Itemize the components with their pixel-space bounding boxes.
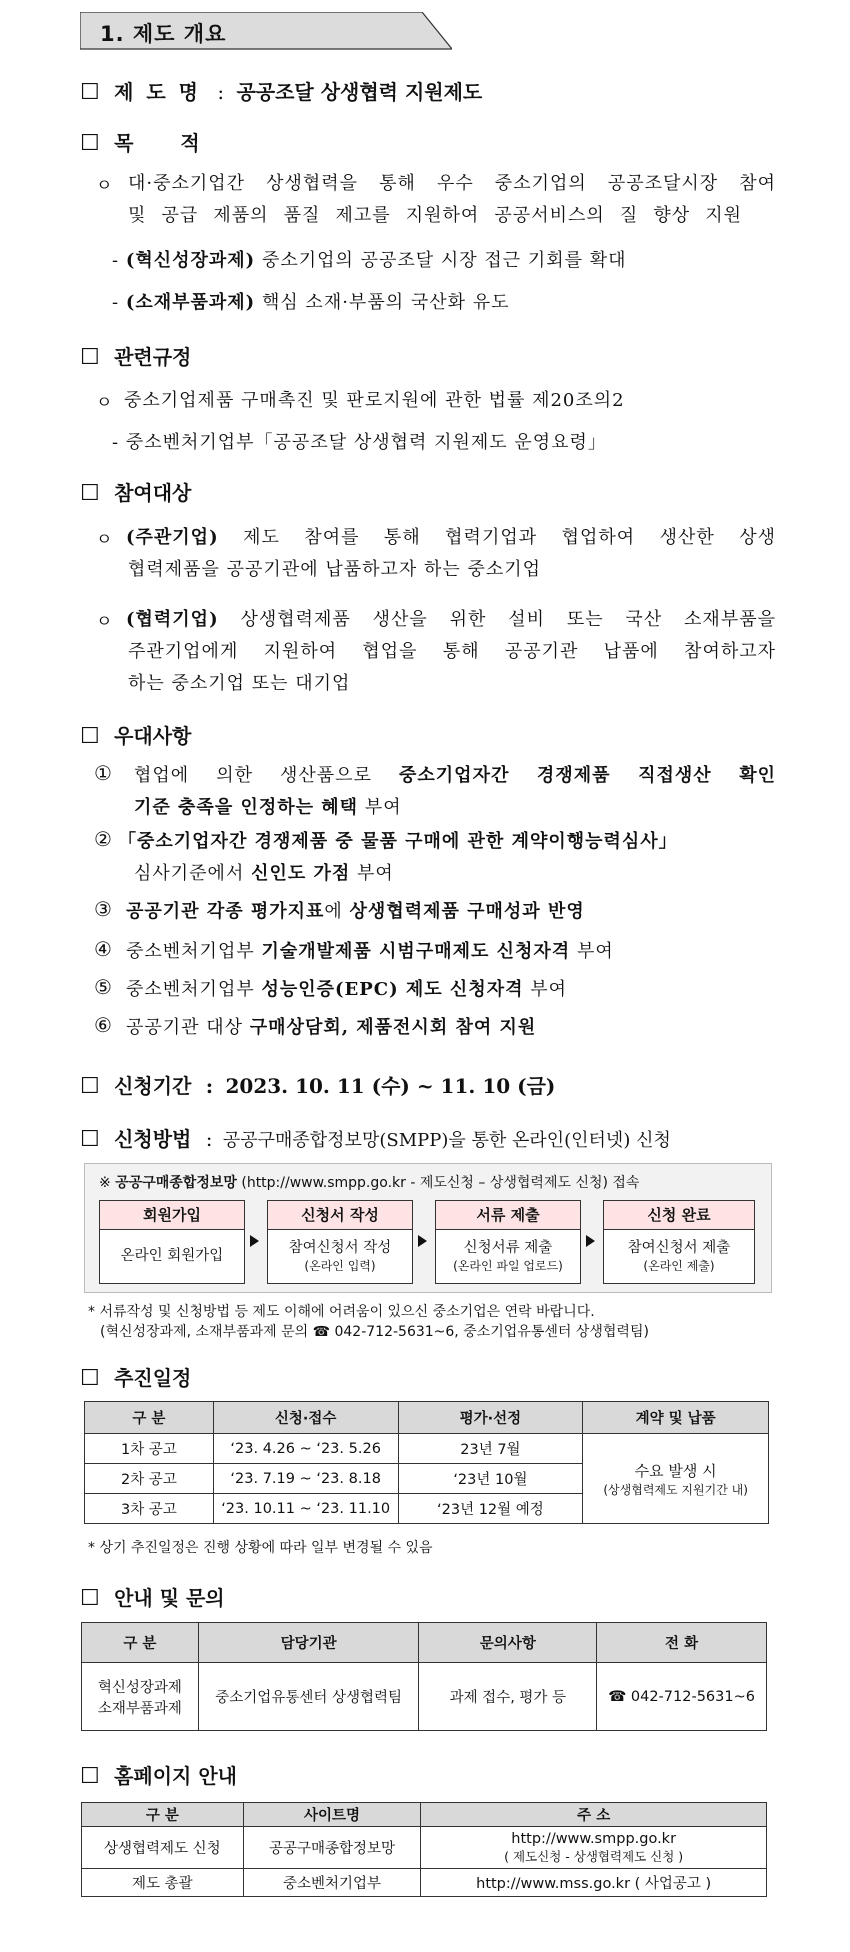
section-title-tab [80, 12, 452, 50]
flow-step-1 [99, 1200, 245, 1284]
colon: : [217, 80, 225, 104]
period-row [80, 1070, 555, 1099]
homepage-header: 사이트명 [243, 1803, 421, 1827]
checkbox-icon: ☐ [80, 1764, 100, 1789]
benefit-2-line-1: 「중소기업자간 경쟁제품 중 물품 구매에 관한 계약이행능력심사」 [118, 831, 678, 852]
period-value: 2023. 10. 11 (수) ~ 11. 10 (금) [225, 1074, 556, 1098]
table-row [85, 1434, 769, 1464]
benefits-label: 우대사항 [114, 724, 192, 748]
schedule-table [84, 1401, 769, 1524]
benefit-1-d: 부여 [364, 797, 402, 818]
bullet-icon: ㅇ [96, 612, 113, 632]
checkbox-icon: ☐ [80, 1586, 100, 1611]
number-icon: ④ [94, 937, 112, 961]
purpose-line-2: 및 공급 제품의 품질 제고를 지원하여 공공서비스의 질 향상 지원 [128, 205, 742, 226]
bullet-icon: ㅇ [96, 176, 113, 196]
benefit-3-c: 상생협력제품 구매성과 반영 [349, 901, 585, 922]
contact-category-1: 혁신성장과제 [97, 1679, 182, 1696]
site-link[interactable]: http://www.mss.go.kr ( 사업공고 ) [421, 1869, 767, 1897]
site-link[interactable]: http://www.smpp.go.kr [511, 1830, 677, 1847]
number-icon: ③ [94, 897, 112, 921]
benefit-6-b: 구매상담회, 제품전시회 참여 지원 [249, 1017, 537, 1038]
targets-a-label: (주관기업) [126, 527, 219, 548]
schedule-merged-line-2: (상생협력제도 지원기간 내) [603, 1482, 748, 1497]
method-footnote-2: (혁신성장과제, 소재부품과제 문의 ☎ 042-712-5631~6, 중소기업유통센터 상생협력팀) [100, 1324, 649, 1340]
schedule-header: 신청·접수 [213, 1402, 398, 1434]
schedule-label: 추진일정 [114, 1366, 192, 1390]
bullet-icon: ㅇ [96, 530, 113, 550]
table-cell: 1차 공고 [85, 1434, 214, 1464]
schedule-note: * 상기 추진일정은 진행 상황에 따라 일부 변경될 수 있음 [88, 1540, 433, 1556]
table-cell: 제도 총괄 [82, 1869, 244, 1897]
purpose-sub-2-text: 핵심 소재·부품의 국산화 유도 [261, 292, 510, 313]
table-cell: ‘23. 7.19 ~ ‘23. 8.18 [213, 1464, 398, 1494]
contact-header: 담당기관 [198, 1623, 419, 1663]
purpose-heading [80, 127, 220, 156]
benefit-1-b: 중소기업자간 경쟁제품 직접생산 확인 [399, 765, 776, 786]
regulations-label: 관련규정 [114, 345, 192, 369]
schedule-header: 계약 및 납품 [583, 1402, 769, 1434]
flow-step-4 [603, 1200, 755, 1284]
table-cell: ‘23. 10.11 ~ ‘23. 11.10 [213, 1494, 398, 1524]
benefit-5-a: 중소벤처기업부 [126, 979, 255, 1000]
flow-step-title: 신청서 작성 [268, 1201, 412, 1230]
method-note-text: (http://www.smpp.go.kr - 제도신청 – 상생협력제도 신청) 접속 [241, 1175, 640, 1191]
arrow-right-icon [418, 1235, 427, 1247]
flow-step-desc: 온라인 회원가입 [120, 1248, 224, 1264]
homepage-header: 주 소 [421, 1803, 767, 1827]
checkbox-icon: ☐ [80, 724, 100, 749]
flow-step-desc: 참여신청서 작성 [288, 1240, 392, 1256]
schedule-merged-line-1: 수요 발생 시 [634, 1461, 717, 1480]
checkbox-icon: ☐ [80, 1074, 100, 1099]
program-name-value: 공공조달 상생협력 지원제도 [236, 80, 483, 104]
contact-category [82, 1663, 199, 1731]
flow-step-title: 서류 제출 [436, 1201, 580, 1230]
table-cell: 2차 공고 [85, 1464, 214, 1494]
benefit-4-b: 기술개발제품 시범구매제도 신청자격 [261, 941, 571, 962]
period-label: 신청기간 [114, 1074, 192, 1098]
targets-label: 참여대상 [114, 481, 192, 505]
method-flow-panel [84, 1163, 772, 1293]
table-row [82, 1869, 767, 1897]
method-footnote-1: * 서류작성 및 신청방법 등 제도 이해에 어려움이 있으신 중소기업은 연락 바랍니다. [88, 1304, 595, 1320]
targets-b-line-2: 주관기업에게 지원하여 협업을 통해 공공기관 납품에 참여하고자 [128, 641, 776, 662]
flow-step-desc: 참여신청서 제출 [627, 1240, 731, 1256]
contact-inquiry: 과제 접수, 평가 등 [419, 1663, 597, 1731]
method-value: 공공구매종합정보망(SMPP)을 통한 온라인(인터넷) 신청 [222, 1130, 671, 1151]
number-icon: ② [94, 827, 112, 851]
homepage-label: 홈페이지 안내 [114, 1764, 237, 1788]
targets-a-line-2: 협력제품을 공공기관에 납품하고자 하는 중소기업 [128, 559, 542, 580]
method-row [80, 1123, 671, 1152]
contact-agency: 중소기업유통센터 상생협력팀 [198, 1663, 419, 1731]
dash: - [112, 250, 120, 271]
purpose-sub-1-text: 중소기업의 공공조달 시장 접근 기회를 확대 [261, 250, 627, 271]
contact-table [81, 1622, 767, 1731]
program-name-label: 제 도 명 [114, 80, 201, 104]
benefit-5-b: 성능인증(EPC) 제도 신청자격 [261, 979, 524, 1000]
contact-phone: ☎ 042-712-5631~6 [597, 1663, 767, 1731]
benefit-4-c: 부여 [576, 941, 614, 962]
targets-a-line-1 [126, 523, 776, 549]
homepage-heading [80, 1760, 237, 1789]
checkbox-icon: ☐ [80, 345, 100, 370]
schedule-header: 평가·선정 [398, 1402, 583, 1434]
colon: : [205, 1074, 214, 1098]
contact-header: 문의사항 [419, 1623, 597, 1663]
schedule-heading [80, 1362, 191, 1391]
dash: - [112, 432, 120, 453]
purpose-line-1: 대·중소기업간 상생협력을 통해 우수 중소기업의 공공조달시장 참여 [128, 173, 776, 194]
number-icon: ⑥ [94, 1013, 112, 1037]
contact-label: 안내 및 문의 [114, 1586, 225, 1610]
table-cell: ‘23년 12월 예정 [398, 1494, 583, 1524]
contact-heading [80, 1582, 225, 1611]
benefit-6-a: 공공기관 대상 [126, 1017, 244, 1038]
flow-step-sub: (온라인 입력) [304, 1259, 376, 1273]
homepage-table [81, 1802, 767, 1897]
flow-step-3 [435, 1200, 581, 1284]
purpose-sub-1-label: (혁신성장과제) [125, 250, 256, 271]
method-note-label: 공공구매종합정보망 [115, 1175, 237, 1191]
flow-step-desc: 신청서류 제출 [463, 1240, 553, 1256]
colon: : [205, 1127, 213, 1151]
contact-header: 구 분 [82, 1623, 199, 1663]
benefit-1-line-2 [134, 793, 402, 819]
purpose-label: 목 적 [114, 131, 220, 155]
contact-category-2: 소재부품과제 [97, 1700, 182, 1717]
flow-step-title: 회원가입 [100, 1201, 244, 1230]
table-cell: 상생협력제도 신청 [82, 1827, 244, 1869]
benefit-4-a: 중소벤처기업부 [126, 941, 255, 962]
table-row [82, 1663, 767, 1731]
benefit-1-c: 기준 충족을 인정하는 혜택 [134, 797, 359, 818]
purpose-sub-2 [112, 288, 509, 314]
purpose-sub-1 [112, 246, 627, 272]
checkbox-icon: ☐ [80, 80, 100, 105]
table-cell: ‘23년 10월 [398, 1464, 583, 1494]
regulations-sub-text: 중소벤처기업부「공공조달 상생협력 지원제도 운영요령」 [125, 432, 607, 453]
targets-b-label: (협력기업) [126, 609, 219, 630]
number-icon: ⑤ [94, 975, 112, 999]
table-cell: ‘23. 4.26 ~ ‘23. 5.26 [213, 1434, 398, 1464]
table-cell: 23년 7월 [398, 1434, 583, 1464]
benefit-2-b: 심사기준에서 [134, 863, 245, 884]
table-cell: 중소벤처기업부 [243, 1869, 421, 1897]
purpose-sub-2-label: (소재부품과제) [125, 292, 256, 313]
regulations-heading [80, 341, 191, 370]
table-cell [421, 1827, 767, 1869]
benefit-6 [126, 1013, 536, 1039]
benefit-1-a: 협업에 의한 생산품으로 [134, 765, 372, 786]
targets-a-text-1: 제도 참여를 통해 협력기업과 협업하여 생산한 상생 [243, 527, 776, 548]
flow-step-sub: (온라인 파일 업로드) [453, 1259, 563, 1273]
program-name-row [80, 76, 482, 105]
flow-step-sub: (온라인 제출) [643, 1259, 715, 1273]
arrow-right-icon [586, 1235, 595, 1247]
method-note [99, 1172, 639, 1192]
targets-heading [80, 477, 191, 506]
flow-step-title: 신청 완료 [604, 1201, 754, 1230]
benefit-1-line-1 [134, 761, 776, 787]
site-path: ( 제도신청 - 상생협력제도 신청 ) [504, 1848, 684, 1864]
checkbox-icon: ☐ [80, 1366, 100, 1391]
flow-step-2 [267, 1200, 413, 1284]
regulations-line-1: 중소기업제품 구매촉진 및 판로지원에 관한 법률 제20조의2 [124, 390, 625, 411]
benefits-heading [80, 720, 191, 749]
method-label: 신청방법 [114, 1127, 192, 1151]
bullet-icon: ㅇ [96, 393, 113, 413]
benefit-3-a: 공공기관 각종 평가지표 [126, 901, 325, 922]
table-cell: 3차 공고 [85, 1494, 214, 1524]
benefit-2-line-2 [134, 859, 394, 885]
schedule-header: 구 분 [85, 1402, 214, 1434]
benefit-4 [126, 937, 614, 963]
table-cell: 공공구매종합정보망 [243, 1827, 421, 1869]
benefit-3 [126, 897, 585, 923]
benefit-3-b: 에 [324, 901, 343, 922]
benefit-5 [126, 975, 567, 1001]
dash: - [112, 292, 120, 313]
section-title: 1. 제도 개요 [100, 22, 227, 46]
regulations-sub [112, 428, 607, 454]
homepage-header: 구 분 [82, 1803, 244, 1827]
note-mark: ※ [99, 1175, 111, 1191]
targets-b-line-1 [126, 605, 776, 631]
checkbox-icon: ☐ [80, 131, 100, 156]
number-icon: ① [94, 761, 112, 785]
table-row [82, 1827, 767, 1869]
benefit-2-c: 신인도 가점 [251, 863, 351, 884]
schedule-merged-cell [583, 1434, 769, 1524]
checkbox-icon: ☐ [80, 481, 100, 506]
benefit-5-c: 부여 [530, 979, 567, 1000]
targets-b-text-1: 상생협력제품 생산을 위한 설비 또는 국산 소재부품을 [240, 609, 776, 630]
targets-b-line-3: 하는 중소기업 또는 대기업 [128, 673, 351, 694]
contact-header: 전 화 [597, 1623, 767, 1663]
checkbox-icon: ☐ [80, 1127, 100, 1152]
benefit-2-d: 부여 [357, 863, 394, 884]
arrow-right-icon [250, 1235, 259, 1247]
